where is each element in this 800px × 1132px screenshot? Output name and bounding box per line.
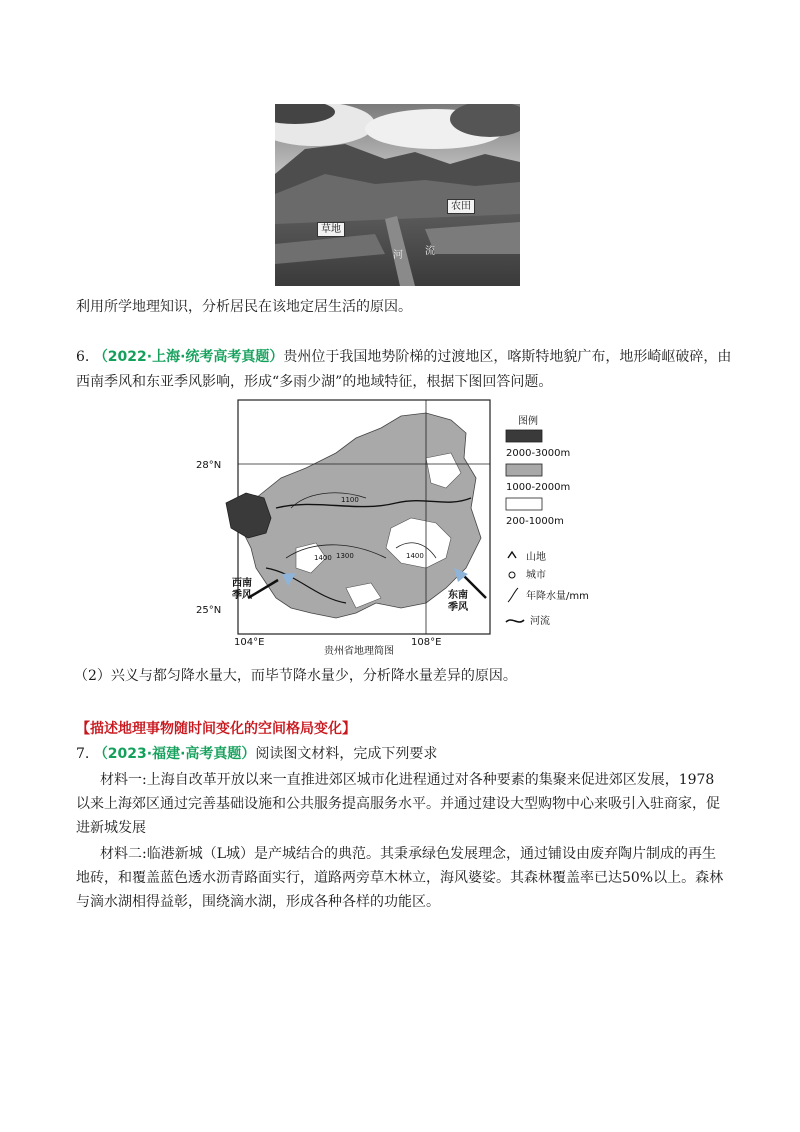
wind-se-label-2: 季风	[448, 602, 468, 613]
wind-sw-label-1: 西南	[232, 578, 252, 589]
legend-swatch-mid	[506, 464, 542, 476]
legend-swatch-low	[506, 498, 542, 510]
isohyet-1100-label: 1100	[341, 496, 359, 504]
q7-m1-line2: 以来上海郊区通过完善基础设施和公共服务提高服务水平。并通过建设大型购物中心来吸引入驻商家，促	[76, 796, 720, 812]
river-label-2: 流	[425, 246, 435, 257]
legend-swatch-high	[506, 430, 542, 442]
grassland-label: 草地	[317, 222, 345, 237]
q7-material-1	[76, 768, 736, 840]
q6-line2: 西南季风和东亚季风影响，形成“多雨少湖”的地域特征，根据下图回答问题。	[76, 374, 553, 390]
city-icon	[509, 572, 515, 578]
landscape-photo	[275, 104, 520, 286]
guizhou-map	[196, 398, 606, 656]
q5-prompt: 利用所学地理知识，分析居民在该地定居生活的原因。	[76, 299, 412, 315]
q6-text-1: 贵州位于我国地势阶梯的过渡地区，喀斯特地貌广布，地形崎岖破碎，由	[283, 349, 732, 365]
legend-river-label: 河流	[530, 616, 550, 627]
lon-108-label: 108°E	[411, 637, 442, 648]
wind-se-label-1: 东南	[448, 590, 468, 601]
map-title: 贵州省地理简图	[324, 646, 394, 656]
legend-title: 图例	[518, 416, 538, 427]
q7-source: （2023·福建·高考真题）	[93, 746, 256, 762]
lat-25-label: 25°N	[196, 605, 222, 616]
lat-28-label: 28°N	[196, 460, 222, 471]
mountain-icon	[508, 552, 516, 558]
farmland-label: 农田	[447, 199, 475, 214]
q7-number: 7.	[76, 746, 90, 762]
q7-m2-line2: 地砖，和覆盖蓝色透水沥青路面实行，道路两旁草木林立，海风婆娑。其森林覆盖率已达50%以上。森林	[76, 870, 724, 886]
legend-high-label: 2000-3000m	[506, 448, 571, 459]
isohyet-1400a-label: 1400	[314, 554, 332, 562]
q7-m2-line3: 与滴水湖相得益彰，围绕滴水湖，形成各种各样的功能区。	[76, 894, 440, 910]
q7-header	[76, 744, 437, 764]
q7-m1-line3: 进新城发展	[76, 820, 146, 836]
lon-104-label: 104°E	[234, 637, 265, 648]
guizhou-map-svg	[196, 398, 606, 656]
q7-m2-line1: 材料二:临港新城（L城）是产城结合的典范。其秉承绿色发展理念，通过铺设由废弃陶片制成的再生	[100, 846, 717, 862]
q7-material-2	[76, 842, 736, 914]
q6-number: 6.	[76, 349, 90, 365]
q7-intro: 阅读图文材料，完成下列要求	[255, 746, 438, 762]
legend-mountain-label: 山地	[526, 552, 546, 563]
isohyet-1300-label: 1300	[336, 552, 354, 560]
river-label-1: 河	[393, 250, 403, 261]
q6-source: （2022·上海·统考高考真题）	[93, 349, 284, 365]
wind-sw-label-2: 季风	[232, 590, 252, 601]
legend-isohyet-label: 年降水量/mm	[526, 591, 589, 602]
q6-subquestion: （2）兴义与都匀降水量大，而毕节降水量少，分析降水量差异的原因。	[74, 668, 517, 684]
isohyet-icon	[508, 588, 518, 602]
legend-low-label: 200-1000m	[506, 516, 564, 527]
isohyet-1400b-label: 1400	[406, 552, 424, 560]
section-title: 【描述地理事物随时间变化的空间格局变化】	[76, 721, 356, 737]
q7-m1-line1: 材料一:上海自改革开放以来一直推进郊区城市化进程通过对各种要素的集聚来促进郊区发展，1978	[100, 772, 715, 788]
legend-city-label: 城市	[526, 570, 546, 581]
legend-mid-label: 1000-2000m	[506, 482, 571, 493]
q6-line1	[76, 347, 731, 367]
elevation-high-region	[226, 493, 271, 538]
river-icon	[506, 620, 524, 622]
